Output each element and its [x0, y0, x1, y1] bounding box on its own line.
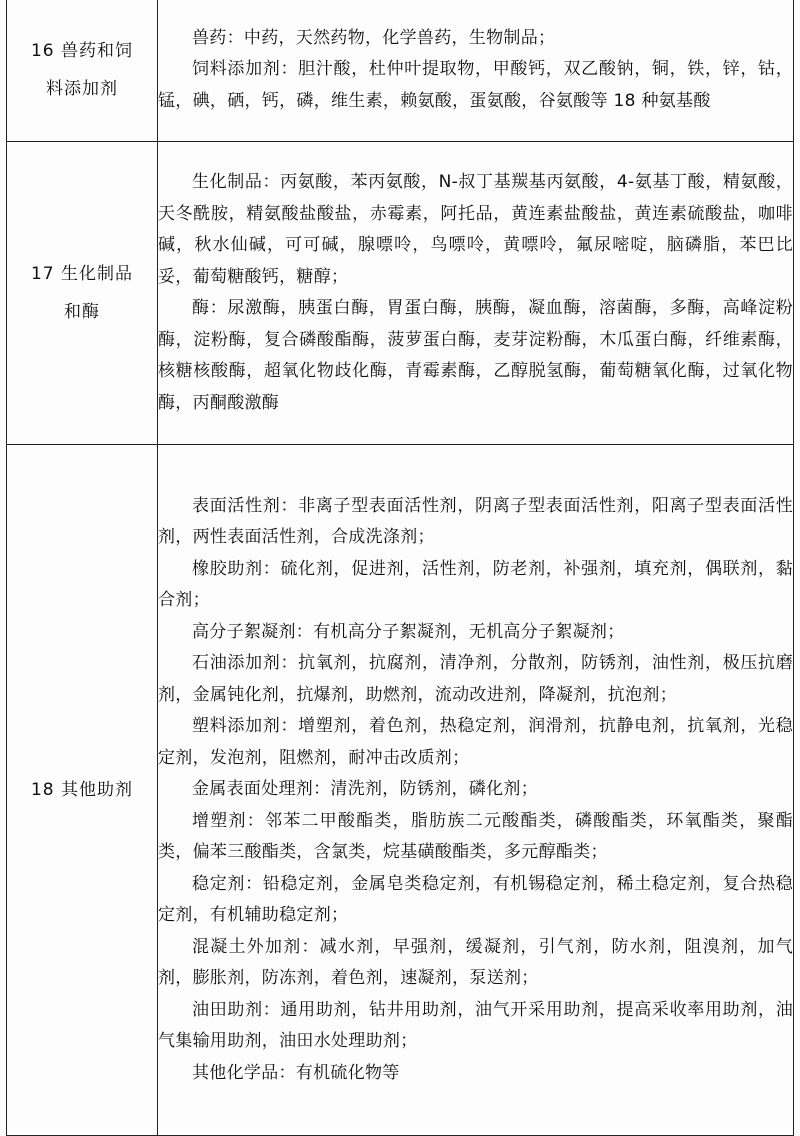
- content-paragraph: 生化制品：丙氨酸，苯丙氨酸，N-叔丁基羰基丙氨酸，4-氨基丁酸，精氨酸，天冬酰胺，精氨酸盐酸盐，赤霉素，阿托品，黄连素盐酸盐，黄连素硫酸盐，咖啡碱，秋水仙碱，可可碱，腺嘌呤，鸟嘌呤，黄嘌呤，氟尿嘧啶，脑磷脂，苯巴比妥，葡萄糖酸钙，糖醇；: [158, 172, 793, 287]
- table-row-18: [7, 445, 794, 1136]
- table-row-17: [7, 142, 794, 445]
- category-cell: [7, 142, 158, 445]
- content-paragraph: 高分子絮凝剂：有机高分子絮凝剂，无机高分子絮凝剂；: [192, 621, 625, 642]
- category-cell: [7, 0, 158, 142]
- category-cell: [7, 445, 158, 1136]
- content-cell: [158, 0, 794, 142]
- content-paragraph: 兽药：中药，天然药物，化学兽药，生物制品；: [192, 27, 556, 48]
- category-label: 18 其他助剂: [30, 780, 134, 800]
- content-paragraph: 油田助剂：通用助剂，钻井用助剂，油气开采用助剂，提高采收率用助剂，油气集输用助剂，油田水处理助剂；: [158, 999, 793, 1052]
- content-paragraph: 橡胶助剂：硫化剂，促进剂，活性剂，防老剂，补强剂，填充剂，偶联剂，黏合剂；: [158, 558, 793, 611]
- content-cell: [158, 445, 794, 1136]
- category-table: [6, 0, 794, 1136]
- content-paragraph: 混凝土外加剂：减水剂，早强剂，缓凝剂，引气剂，防水剂，阻溴剂，加气剂，膨胀剂，防冻剂，着色剂，速凝剂，泵送剂；: [158, 936, 793, 989]
- content-paragraph: 表面活性剂：非离子型表面活性剂，阴离子型表面活性剂，阳离子型表面活性剂，两性表面活性剂，合成洗涤剂；: [158, 495, 793, 548]
- content-cell: [158, 142, 794, 445]
- content-paragraph: 金属表面处理剂：清洗剂，防锈剂，磷化剂；: [192, 779, 538, 800]
- content-paragraph: 其他化学品：有机硫化物等: [192, 1062, 400, 1083]
- content-paragraph: 塑料添加剂：增塑剂，着色剂，热稳定剂，润滑剂，抗静电剂，抗氧剂，光稳定剂，发泡剂，阻燃剂，耐冲击改质剂；: [158, 716, 793, 768]
- table-row-16: [7, 0, 794, 142]
- category-label: 16 兽药和饲料添加剂: [30, 41, 134, 99]
- content-paragraph: 增塑剂：邻苯二甲酸酯类，脂肪族二元酸酯类，磷酸酯类，环氧酯类，聚酯类，偏苯三酸酯类，含氯类，烷基磺酸酯类，多元醇酯类；: [158, 810, 793, 863]
- content-paragraph: 饲料添加剂：胆汁酸，杜仲叶提取物，甲酸钙，双乙酸钠，铜，铁，锌，钴，锰，碘，硒，钙，磷，维生素，赖氨酸，蛋氨酸，谷氨酸等 18 种氨基酸: [158, 59, 793, 111]
- category-label: 17 生化制品和酶: [30, 264, 134, 322]
- content-paragraph: 酶：尿激酶，胰蛋白酶，胃蛋白酶，胰酶，凝血酶，溶菌酶，多酶，高峰淀粉酶，淀粉酶，复合磷酸酯酶，菠萝蛋白酶，麦芽淀粉酶，木瓜蛋白酶，纤维素酶，核糖核酸酶，超氧化物歧化酶，青霉素酶，乙醇脱氢酶，葡萄糖氧化酶，过氧化物酶，丙酮酸激酶: [158, 298, 793, 413]
- content-paragraph: 稳定剂：铅稳定剂，金属皂类稳定剂，有机锡稳定剂，稀土稳定剂，复合热稳定剂，有机辅助稳定剂；: [158, 873, 793, 926]
- content-paragraph: 石油添加剂：抗氧剂，抗腐剂，清净剂，分散剂，防锈剂，油性剂，极压抗磨剂，金属钝化剂，抗爆剂，助燃剂，流动改进剂，降凝剂，抗泡剂；: [158, 653, 793, 705]
